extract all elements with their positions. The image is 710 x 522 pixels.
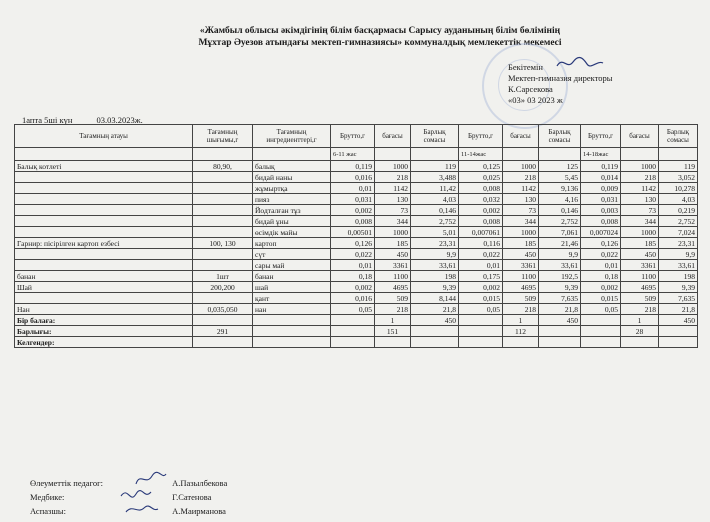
- table-row: [15, 260, 698, 271]
- value-cell: 0,05: [581, 304, 621, 315]
- table-row: [15, 249, 698, 260]
- value-cell: 0,016: [331, 293, 375, 304]
- col-price-2: бағасы: [503, 125, 539, 148]
- value-cell: 4,03: [659, 194, 698, 205]
- value-cell: 509: [621, 293, 659, 304]
- value-cell: 0,01: [331, 260, 375, 271]
- value-cell: 0,002: [331, 205, 375, 216]
- value-cell: 0,01: [459, 260, 503, 271]
- dish-name-cell: [15, 249, 193, 260]
- menu-rows: [15, 161, 698, 315]
- yield-cell: [193, 205, 253, 216]
- yield-cell: [193, 172, 253, 183]
- value-cell: 33,61: [659, 260, 698, 271]
- ingredient-cell: бидай ұны: [253, 216, 331, 227]
- value-cell: 344: [621, 216, 659, 227]
- value-cell: 0,125: [459, 161, 503, 172]
- value-cell: 218: [503, 304, 539, 315]
- approval-position: Мектеп-гимназия директоры: [508, 73, 613, 83]
- per-child-value: 1: [375, 315, 411, 326]
- value-cell: 0,219: [659, 205, 698, 216]
- value-cell: 9,9: [411, 249, 459, 260]
- value-cell: 9,39: [411, 282, 459, 293]
- age-group-3: 14-18жас: [581, 148, 621, 161]
- table-row: [15, 271, 698, 282]
- value-cell: 130: [503, 194, 539, 205]
- value-cell: 130: [375, 194, 411, 205]
- age-group-1: 6-11 жас: [331, 148, 375, 161]
- value-cell: 119: [659, 161, 698, 172]
- dish-name-cell: [15, 194, 193, 205]
- dish-name-cell: [15, 216, 193, 227]
- value-cell: 21,46: [539, 238, 581, 249]
- approval-title: Бекітемін: [508, 62, 543, 72]
- value-cell: 73: [503, 205, 539, 216]
- value-cell: 0,008: [331, 216, 375, 227]
- per-child-value: 450: [539, 315, 581, 326]
- org-header-line2: Мұхтар Әуезов атындағы мектеп-гимназиясы» коммуналдық мемлекеттік мекемесі: [198, 38, 562, 48]
- value-cell: 119: [411, 161, 459, 172]
- value-cell: 1142: [621, 183, 659, 194]
- value-cell: 218: [375, 304, 411, 315]
- table-row: [15, 227, 698, 238]
- value-cell: 1000: [503, 227, 539, 238]
- value-cell: 218: [375, 172, 411, 183]
- value-cell: 3,052: [659, 172, 698, 183]
- value-cell: 0,031: [581, 194, 621, 205]
- dish-name-cell: [15, 205, 193, 216]
- dish-name-cell: Балық котлеті: [15, 161, 193, 172]
- yield-cell: 0,035,050: [193, 304, 253, 315]
- value-cell: 0,002: [331, 282, 375, 293]
- footer-name: Г.Сатенова: [172, 492, 212, 502]
- value-cell: 0,18: [581, 271, 621, 282]
- menu-table: [14, 124, 698, 348]
- value-cell: 509: [503, 293, 539, 304]
- footer-name: А.Маирманова: [172, 506, 226, 516]
- value-cell: 3361: [621, 260, 659, 271]
- yield-cell: 100, 130: [193, 238, 253, 249]
- came-label: Келгендер:: [15, 337, 193, 348]
- value-cell: 509: [375, 293, 411, 304]
- per-child-value: 1: [621, 315, 659, 326]
- value-cell: 9,39: [659, 282, 698, 293]
- col-total-1: Барлық сомасы: [411, 125, 459, 148]
- value-cell: 5,45: [539, 172, 581, 183]
- ingredient-cell: жұмыртқа: [253, 183, 331, 194]
- value-cell: 9,39: [539, 282, 581, 293]
- dish-name-cell: [15, 183, 193, 194]
- age-group-row: [15, 148, 698, 161]
- yield-cell: 80,90,: [193, 161, 253, 172]
- value-cell: 0,031: [331, 194, 375, 205]
- value-cell: 0,126: [331, 238, 375, 249]
- value-cell: 4695: [503, 282, 539, 293]
- value-cell: 7,635: [539, 293, 581, 304]
- ingredient-cell: пияз: [253, 194, 331, 205]
- value-cell: 4,03: [411, 194, 459, 205]
- value-cell: 192,5: [539, 271, 581, 282]
- ingredient-cell: өсімдік майы: [253, 227, 331, 238]
- col-ingredient: Тағамның ингредиенттері,г: [253, 125, 331, 148]
- value-cell: 344: [375, 216, 411, 227]
- approval-name: К.Сарсекова: [508, 84, 553, 94]
- value-cell: 0,009: [581, 183, 621, 194]
- value-cell: 450: [375, 249, 411, 260]
- week-day: 1апта 5ші күн: [22, 115, 73, 125]
- value-cell: 23,31: [411, 238, 459, 249]
- value-cell: 344: [503, 216, 539, 227]
- value-cell: 9,9: [659, 249, 698, 260]
- value-cell: 0,119: [331, 161, 375, 172]
- col-brutto-2: Брутто,г: [459, 125, 503, 148]
- value-cell: 450: [503, 249, 539, 260]
- value-cell: 0,008: [459, 216, 503, 227]
- value-cell: 0,05: [331, 304, 375, 315]
- age-group-2: 11-14жас: [459, 148, 503, 161]
- value-cell: 7,024: [659, 227, 698, 238]
- yield-cell: [193, 216, 253, 227]
- total-label: Барлығы:: [15, 326, 193, 337]
- value-cell: 185: [503, 238, 539, 249]
- value-cell: 10,278: [659, 183, 698, 194]
- value-cell: 0,00501: [331, 227, 375, 238]
- per-child-value: 1: [503, 315, 539, 326]
- value-cell: 0,002: [459, 205, 503, 216]
- yield-cell: [193, 260, 253, 271]
- value-cell: 218: [621, 304, 659, 315]
- value-cell: 198: [659, 271, 698, 282]
- value-cell: 0,022: [331, 249, 375, 260]
- yield-cell: [193, 249, 253, 260]
- value-cell: 0,01: [331, 183, 375, 194]
- value-cell: 2,752: [539, 216, 581, 227]
- value-cell: 11,42: [411, 183, 459, 194]
- value-cell: 7,061: [539, 227, 581, 238]
- per-child-value: 450: [411, 315, 459, 326]
- dish-name-cell: [15, 227, 193, 238]
- per-child-row: [15, 315, 698, 326]
- value-cell: 2,752: [659, 216, 698, 227]
- value-cell: 0,01: [581, 260, 621, 271]
- table-row: [15, 205, 698, 216]
- table-row: [15, 161, 698, 172]
- value-cell: 1100: [503, 271, 539, 282]
- value-cell: 4695: [621, 282, 659, 293]
- footer-role: Медбике:: [30, 492, 65, 502]
- value-cell: 0,119: [581, 161, 621, 172]
- value-cell: 0,014: [581, 172, 621, 183]
- value-cell: 0,015: [581, 293, 621, 304]
- value-cell: 0,025: [459, 172, 503, 183]
- table-row: [15, 194, 698, 205]
- ingredient-cell: банан: [253, 271, 331, 282]
- value-cell: 4,16: [539, 194, 581, 205]
- value-cell: 0,003: [581, 205, 621, 216]
- value-cell: 0,175: [459, 271, 503, 282]
- value-cell: 0,05: [459, 304, 503, 315]
- yield-cell: [193, 194, 253, 205]
- table-row: [15, 172, 698, 183]
- signature-icon: [124, 500, 160, 518]
- value-cell: 21,8: [539, 304, 581, 315]
- value-cell: 0,146: [411, 205, 459, 216]
- yield-cell: 1шт: [193, 271, 253, 282]
- value-cell: 0,126: [581, 238, 621, 249]
- ingredient-cell: Йодталған тұз: [253, 205, 331, 216]
- total-value: 112: [503, 326, 539, 337]
- value-cell: 3361: [503, 260, 539, 271]
- ingredient-cell: қант: [253, 293, 331, 304]
- value-cell: 0,007061: [459, 227, 503, 238]
- table-row: [15, 183, 698, 194]
- value-cell: 0,015: [459, 293, 503, 304]
- value-cell: 1142: [375, 183, 411, 194]
- total-row: [15, 326, 698, 337]
- ingredient-cell: балық: [253, 161, 331, 172]
- ingredient-cell: бидай наны: [253, 172, 331, 183]
- value-cell: 21,8: [411, 304, 459, 315]
- yield-cell: 200,200: [193, 282, 253, 293]
- value-cell: 185: [621, 238, 659, 249]
- footer-role: Аспазшы:: [30, 506, 66, 516]
- value-cell: 0,007024: [581, 227, 621, 238]
- value-cell: 0,18: [331, 271, 375, 282]
- value-cell: 0,002: [581, 282, 621, 293]
- col-price-1: бағасы: [375, 125, 411, 148]
- value-cell: 9,9: [539, 249, 581, 260]
- value-cell: 0,016: [331, 172, 375, 183]
- value-cell: 0,008: [581, 216, 621, 227]
- table-row: [15, 293, 698, 304]
- dish-name-cell: [15, 293, 193, 304]
- value-cell: 0,022: [581, 249, 621, 260]
- value-cell: 0,116: [459, 238, 503, 249]
- footer-role: Өлеуметтік педагог:: [30, 478, 103, 488]
- per-child-value: 450: [659, 315, 698, 326]
- dish-name-cell: [15, 172, 193, 183]
- ingredient-cell: сүт: [253, 249, 331, 260]
- value-cell: 1100: [375, 271, 411, 282]
- value-cell: 73: [375, 205, 411, 216]
- dish-name-cell: Гарнир: пісірілген картоп езбесі: [15, 238, 193, 249]
- table-header-row: [15, 125, 698, 148]
- value-cell: 4695: [375, 282, 411, 293]
- value-cell: 7,635: [659, 293, 698, 304]
- value-cell: 23,31: [659, 238, 698, 249]
- value-cell: 33,61: [411, 260, 459, 271]
- table-row: [15, 238, 698, 249]
- ingredient-cell: шай: [253, 282, 331, 293]
- total-value: 28: [621, 326, 659, 337]
- col-brutto-1: Брутто,г: [331, 125, 375, 148]
- came-row: [15, 337, 698, 348]
- ingredient-cell: нан: [253, 304, 331, 315]
- value-cell: 1142: [503, 183, 539, 194]
- col-total-3: Барлық сомасы: [659, 125, 698, 148]
- col-total-2: Барлық сомасы: [539, 125, 581, 148]
- approval-block: [508, 62, 613, 106]
- dish-name-cell: [15, 260, 193, 271]
- value-cell: 33,61: [539, 260, 581, 271]
- menu-date: 03.03.2023ж.: [96, 115, 143, 125]
- footer-name: А.Пазылбекова: [172, 478, 228, 488]
- value-cell: 21,8: [659, 304, 698, 315]
- total-value: 291: [193, 326, 253, 337]
- yield-cell: [193, 227, 253, 238]
- yield-cell: [193, 183, 253, 194]
- value-cell: 1000: [375, 161, 411, 172]
- col-dish: Тағамның атауы: [15, 125, 193, 148]
- value-cell: 198: [411, 271, 459, 282]
- value-cell: 218: [621, 172, 659, 183]
- col-brutto-3: Брутто,г: [581, 125, 621, 148]
- table-row: [15, 216, 698, 227]
- value-cell: 130: [621, 194, 659, 205]
- yield-cell: [193, 293, 253, 304]
- value-cell: 3,488: [411, 172, 459, 183]
- value-cell: 1000: [503, 161, 539, 172]
- col-yield: Тағамның шығымы,г: [193, 125, 253, 148]
- value-cell: 450: [621, 249, 659, 260]
- ingredient-cell: картоп: [253, 238, 331, 249]
- value-cell: 3361: [375, 260, 411, 271]
- approval-date: «03» 03 2023 ж: [508, 95, 563, 105]
- dish-name-cell: Нан: [15, 304, 193, 315]
- total-value: 151: [375, 326, 411, 337]
- per-child-label: Бір балаға:: [15, 315, 193, 326]
- value-cell: 1000: [621, 161, 659, 172]
- value-cell: 125: [539, 161, 581, 172]
- value-cell: 0,146: [539, 205, 581, 216]
- org-header-line1: «Жамбыл облысы әкімдігінің білім басқармасы Сарысу ауданының білім бөлімінің: [199, 26, 561, 36]
- table-row: [15, 282, 698, 293]
- value-cell: 9,136: [539, 183, 581, 194]
- value-cell: 1000: [375, 227, 411, 238]
- value-cell: 0,002: [459, 282, 503, 293]
- value-cell: 0,022: [459, 249, 503, 260]
- dish-name-cell: Шай: [15, 282, 193, 293]
- value-cell: 5,01: [411, 227, 459, 238]
- value-cell: 2,752: [411, 216, 459, 227]
- ingredient-cell: сары май: [253, 260, 331, 271]
- value-cell: 0,032: [459, 194, 503, 205]
- col-price-3: бағасы: [621, 125, 659, 148]
- table-row: [15, 304, 698, 315]
- value-cell: 0,008: [459, 183, 503, 194]
- value-cell: 8,144: [411, 293, 459, 304]
- value-cell: 1000: [621, 227, 659, 238]
- value-cell: 1100: [621, 271, 659, 282]
- value-cell: 185: [375, 238, 411, 249]
- dish-name-cell: банан: [15, 271, 193, 282]
- value-cell: 73: [621, 205, 659, 216]
- value-cell: 218: [503, 172, 539, 183]
